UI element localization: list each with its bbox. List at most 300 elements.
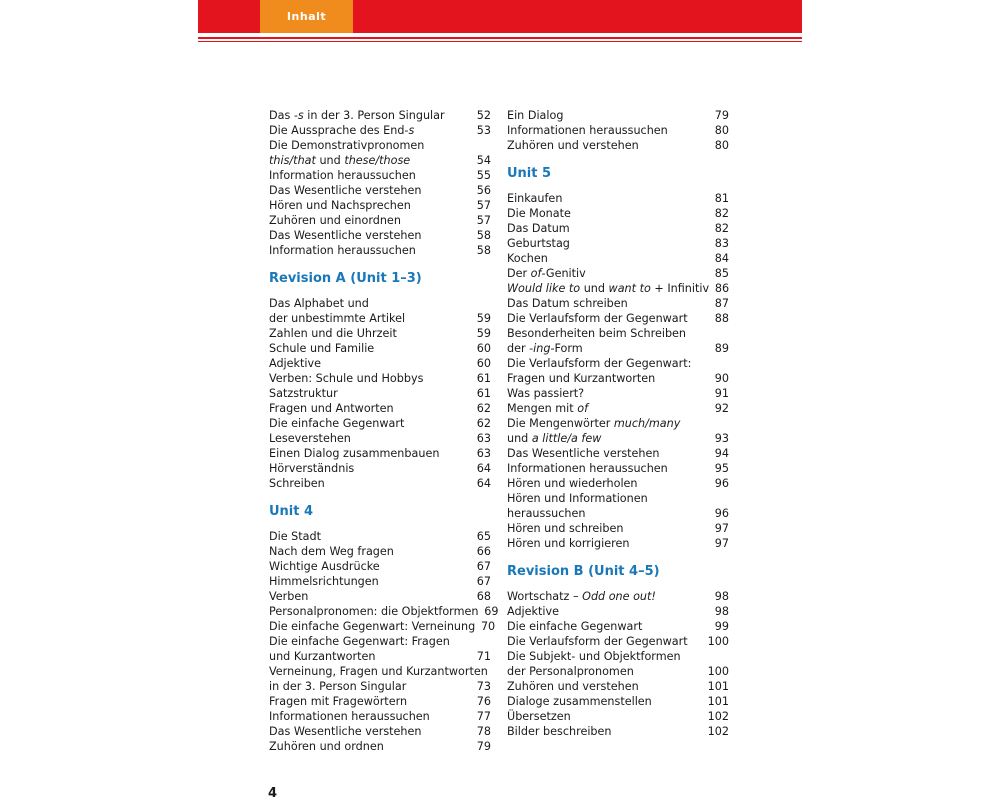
toc-entry-text-part: Die Verlaufsform der Gegenwart: [507, 357, 692, 370]
toc-entry-title [507, 138, 639, 153]
toc-entry-page: 84 [714, 252, 729, 265]
toc-entry [269, 709, 491, 724]
toc-entry-title [269, 108, 445, 123]
toc-entry-text-part: -ing [529, 342, 551, 355]
toc-entry [269, 356, 491, 371]
toc-entry-text-part: Odd one out! [582, 590, 656, 603]
toc-entry [269, 664, 491, 679]
toc-entry [507, 476, 729, 491]
section-tab-label: Inhalt [286, 10, 327, 23]
toc-entry-text-part: Hören und Nachsprechen [269, 199, 411, 212]
toc-entry-text-part: Das Wesentliche verstehen [269, 184, 422, 197]
toc-entry-text-part: -Form [550, 342, 583, 355]
toc-entry-title [269, 589, 308, 604]
toc-entry [269, 724, 491, 739]
toc-entry [269, 446, 491, 461]
toc-entry-text-part: Die Monate [507, 207, 571, 220]
toc-section-heading: Revision A (Unit 1–3) [269, 271, 422, 286]
toc-entry [507, 589, 729, 604]
toc-entry [269, 694, 491, 709]
toc-entry-page: 79 [476, 740, 491, 753]
toc-entry-page: 100 [707, 665, 729, 678]
toc-entry [507, 266, 729, 281]
toc-entry [507, 206, 729, 221]
toc-entry-text-part: Das [269, 109, 294, 122]
toc-entry [507, 619, 729, 634]
toc-entry-title [269, 153, 410, 168]
toc-entry [269, 739, 491, 754]
toc-entry-text-part: Fragen und Antworten [269, 402, 394, 415]
toc-entry-title [507, 311, 688, 326]
toc-entry [269, 183, 491, 198]
toc-entry-text-part: Kochen [507, 252, 548, 265]
toc-entry-title [269, 183, 422, 198]
toc-entry-title [269, 431, 351, 446]
toc-entry-title [269, 213, 401, 228]
toc-entry-title [507, 604, 559, 619]
toc-entry-text-part: der Personalpronomen [507, 665, 634, 678]
toc-entry-text-part: + Infinitiv [650, 282, 710, 295]
toc-entry-page: 101 [707, 695, 729, 708]
toc-entry-text-part: Die Stadt [269, 530, 321, 543]
page-gutter [0, 0, 198, 800]
toc-entry-text-part: this/that [269, 154, 316, 167]
toc-entry-page: 102 [707, 725, 729, 738]
toc-entry-text-part: Verneinung, Fragen und Kurzantworten [269, 665, 488, 678]
toc-entry-title [507, 589, 656, 604]
toc-entry [507, 709, 729, 724]
toc-entry-page: 90 [714, 372, 729, 385]
toc-entry-title [507, 446, 660, 461]
toc-entry [269, 649, 491, 664]
toc-entry-text-part: Adjektive [269, 357, 322, 370]
toc-entry-title [507, 236, 570, 251]
toc-entry-title [269, 574, 379, 589]
toc-entry-title [507, 341, 583, 356]
toc-entry-page: 60 [476, 357, 491, 370]
toc-entry-text-part: Die Verlaufsform der Gegenwart [507, 635, 688, 648]
toc-entry-title [269, 416, 404, 431]
toc-entry-text-part: Zuhören und ordnen [269, 740, 384, 753]
toc-entry [507, 371, 729, 386]
toc-entry-title [507, 694, 652, 709]
toc-entry-page: 77 [476, 710, 491, 723]
toc-entry-page: 54 [476, 154, 491, 167]
toc-entry-text-part: Dialoge zusammenstellen [507, 695, 652, 708]
toc-entry [269, 679, 491, 694]
toc-entry-text-part: Leseverstehen [269, 432, 351, 445]
toc-entry-text-part: Die Subjekt- und Objektformen [507, 650, 681, 663]
toc-entry-page: 58 [476, 244, 491, 257]
toc-entry-page: 62 [476, 402, 491, 415]
toc-entry-text-part: a little/a few [531, 432, 602, 445]
toc-column-right [507, 108, 729, 739]
toc-entry [269, 341, 491, 356]
toc-entry-text-part: Fragen mit Fragewörtern [269, 695, 408, 708]
toc-entry-text-part: Besonderheiten beim Schreiben [507, 327, 687, 340]
toc-entry-page: 80 [714, 124, 729, 137]
toc-entry-page: 80 [714, 139, 729, 152]
toc-entry-page: 70 [480, 620, 496, 633]
toc-entry [507, 649, 729, 664]
toc-entry-page: 95 [714, 462, 729, 475]
toc-entry-title [507, 506, 585, 521]
toc-entry-page: 71 [476, 650, 491, 663]
toc-entry [507, 386, 729, 401]
toc-entry-page: 56 [476, 184, 491, 197]
toc-entry [507, 431, 729, 446]
toc-entry-title [507, 386, 584, 401]
header-rule-thin [198, 41, 802, 42]
toc-entry-text-part: und [580, 282, 609, 295]
toc-entry-text-part: Zuhören und einordnen [269, 214, 401, 227]
toc-entry-page: 98 [714, 590, 729, 603]
toc-entry-page: 85 [714, 267, 729, 280]
toc-entry-page: 79 [714, 109, 729, 122]
toc-entry-title [269, 709, 430, 724]
toc-entry-text-part: -Genitiv [541, 267, 586, 280]
toc-entry-text-part: Information heraussuchen [269, 244, 416, 257]
toc-entry-text-part: Die Demonstrativpronomen [269, 139, 425, 152]
toc-entry [507, 341, 729, 356]
toc-entry-text-part: Die Aussprache des End- [269, 124, 409, 137]
toc-entry-page: 68 [476, 590, 491, 603]
toc-entry-title [507, 401, 588, 416]
toc-entry-text-part: of [530, 267, 542, 280]
toc-entry-page: 91 [714, 387, 729, 400]
toc-entry-page: 66 [476, 545, 491, 558]
toc-entry-title [507, 664, 634, 679]
toc-entry [507, 416, 729, 431]
toc-entry [507, 634, 729, 649]
toc-entry-title [269, 168, 416, 183]
toc-entry-title [269, 649, 375, 664]
toc-entry-text-part: Wortschatz – [507, 590, 583, 603]
toc-entry-page: 83 [714, 237, 729, 250]
toc-entry [269, 326, 491, 341]
toc-entry-page: 99 [714, 620, 729, 633]
toc-entry-text-part: Einkaufen [507, 192, 563, 205]
toc-entry-page: 86 [714, 282, 730, 295]
section-tab [260, 0, 353, 33]
toc-entry-title [269, 356, 321, 371]
toc-entry-text-part: Die Verlaufsform der Gegenwart [507, 312, 688, 325]
page-number: 4 [268, 786, 278, 801]
toc-entry-title [507, 266, 586, 281]
toc-entry [269, 198, 491, 213]
toc-entry [269, 589, 491, 604]
toc-entry-text-part: Mengen mit [507, 402, 578, 415]
toc-entry-page: 61 [476, 387, 491, 400]
toc-entry-title [507, 191, 562, 206]
toc-entry-page: 67 [476, 575, 491, 588]
toc-entry-title [507, 416, 680, 431]
toc-entry-text-part: Das Datum schreiben [507, 297, 628, 310]
toc-entry-text-part: Was passiert? [507, 387, 585, 400]
toc-entry-title [269, 401, 394, 416]
toc-entry [507, 401, 729, 416]
toc-entry-title [507, 123, 668, 138]
toc-entry-page: 63 [476, 432, 491, 445]
toc-entry [507, 724, 729, 739]
toc-entry-page: 94 [714, 447, 729, 460]
toc-entry [507, 679, 729, 694]
toc-entry-text-part: Die einfache Gegenwart [507, 620, 643, 633]
toc-entry-text-part: Informationen heraussuchen [507, 462, 668, 475]
toc-entry-title [507, 536, 629, 551]
toc-entry-title [507, 281, 709, 296]
toc-entry [269, 634, 491, 649]
toc-entry-title [507, 371, 655, 386]
toc-entry-text-part: Übersetzen [507, 710, 571, 723]
toc-entry-text-part: Das Wesentliche verstehen [269, 229, 422, 242]
toc-entry [269, 476, 491, 491]
toc-entry-text-part: Hören und schreiben [507, 522, 624, 535]
toc-entry-page: 61 [476, 372, 491, 385]
toc-entry-title [269, 544, 394, 559]
toc-entry [269, 619, 496, 634]
toc-entry-page: 76 [476, 695, 491, 708]
toc-entry-title [269, 694, 407, 709]
toc-entry-text-part: Would like to [507, 282, 581, 295]
toc-entry-text-part: Personalpronomen: die Objektformen [269, 605, 479, 618]
toc-entry-text-part: Himmelsrichtungen [269, 575, 379, 588]
toc-entry [269, 138, 491, 153]
toc-entry-text-part: Die Mengenwörter [507, 417, 614, 430]
toc-entry-title [507, 649, 681, 664]
toc-entry-page: 87 [714, 297, 729, 310]
toc-entry-text-part: much/many [613, 417, 681, 430]
toc-entry-page: 92 [714, 402, 729, 415]
toc-entry-title [269, 604, 478, 619]
toc-entry [269, 386, 491, 401]
toc-entry-page: 102 [707, 710, 729, 723]
toc-entry-text-part: Das Alphabet und [269, 297, 369, 310]
toc-entry-text-part: Zuhören und verstehen [507, 680, 639, 693]
toc-section-heading: Revision B (Unit 4–5) [507, 564, 660, 579]
toc-entry-text-part: Das Wesentliche verstehen [507, 447, 660, 460]
toc-entry-text-part: Das Datum [507, 222, 570, 235]
toc-entry-title [507, 431, 601, 446]
toc-entry-title [507, 709, 571, 724]
toc-entry-title [269, 386, 338, 401]
toc-entry-text-part: Hören und korrigieren [507, 537, 630, 550]
toc-entry-text-part: Informationen heraussuchen [507, 124, 668, 137]
toc-entry-page: 98 [714, 605, 729, 618]
toc-entry [269, 311, 491, 326]
toc-entry-page: 89 [714, 342, 729, 355]
toc-entry-text-part: der unbestimmte Artikel [269, 312, 406, 325]
toc-entry-page: 55 [476, 169, 491, 182]
toc-entry [507, 108, 729, 123]
toc-entry [269, 529, 491, 544]
toc-entry-title [269, 371, 423, 386]
toc-entry-title [507, 679, 639, 694]
toc-entry-text-part: Geburtstag [507, 237, 570, 250]
toc-entry [507, 251, 729, 266]
toc-entry-page: 62 [476, 417, 491, 430]
toc-entry [507, 311, 729, 326]
toc-column-left [269, 108, 499, 754]
toc-entry-title [507, 724, 612, 739]
toc-entry-page: 57 [476, 199, 491, 212]
toc-entry-title [507, 491, 648, 506]
toc-entry-text-part: s [408, 124, 415, 137]
toc-entry-page: 97 [714, 537, 729, 550]
toc-entry [269, 123, 491, 138]
toc-entry-page: 60 [476, 342, 491, 355]
toc-entry-text-part: Hörverständnis [269, 462, 355, 475]
toc-entry-text-part: und [507, 432, 532, 445]
toc-entry-text-part: Informationen heraussuchen [269, 710, 430, 723]
toc-entry [507, 536, 729, 551]
toc-entry-text-part: in der 3. Person Singular [303, 109, 445, 122]
toc-entry-page: 67 [476, 560, 491, 573]
toc-entry-title [269, 123, 414, 138]
toc-entry [269, 401, 491, 416]
toc-entry-page: 57 [476, 214, 491, 227]
toc-entry-title [269, 664, 488, 679]
toc-entry-title [269, 326, 397, 341]
toc-entry-title [269, 529, 321, 544]
toc-entry [269, 228, 491, 243]
toc-entry [269, 108, 491, 123]
toc-entry-text-part: Hören und Informationen [507, 492, 648, 505]
toc-entry [507, 461, 729, 476]
toc-entry [269, 153, 491, 168]
toc-entry [269, 559, 491, 574]
toc-section-heading: Unit 4 [269, 504, 314, 519]
toc-entry [269, 544, 491, 559]
toc-entry-text-part: Einen Dialog zusammenbauen [269, 447, 440, 460]
toc-entry [269, 296, 491, 311]
toc-entry-text-part: want to [608, 282, 651, 295]
toc-entry [507, 604, 729, 619]
header-rule [198, 37, 802, 39]
toc-entry [507, 191, 729, 206]
toc-entry-text-part: Zahlen und die Uhrzeit [269, 327, 397, 340]
toc-entry-page: 53 [476, 124, 491, 137]
toc-entry-page: 81 [714, 192, 729, 205]
toc-entry-page: 78 [476, 725, 491, 738]
toc-entry-page: 82 [714, 222, 729, 235]
toc-entry-text-part: Information heraussuchen [269, 169, 416, 182]
toc-entry-title [269, 739, 384, 754]
toc-entry [507, 326, 729, 341]
toc-entry [507, 356, 729, 371]
toc-entry [507, 664, 729, 679]
toc-entry-text-part: Schreiben [269, 477, 325, 490]
toc-entry-page: 65 [476, 530, 491, 543]
toc-entry [269, 168, 491, 183]
toc-section-heading: Unit 5 [507, 166, 552, 181]
toc-entry-title [507, 521, 623, 536]
toc-entry-page: 73 [476, 680, 491, 693]
toc-entry-page: 58 [476, 229, 491, 242]
toc-entry-text-part: heraussuchen [507, 507, 586, 520]
toc-entry-title [507, 206, 571, 221]
toc-entry-text-part: -s [293, 109, 304, 122]
toc-entry [269, 213, 491, 228]
toc-entry-title [507, 221, 570, 236]
toc-entry [507, 694, 729, 709]
toc-entry-text-part: Verben [269, 590, 309, 603]
toc-entry [269, 574, 491, 589]
toc-entry-title [507, 108, 563, 123]
toc-entry-page: 52 [476, 109, 491, 122]
toc-entry-page: 101 [707, 680, 729, 693]
toc-entry-title [269, 198, 411, 213]
toc-entry-title [269, 634, 450, 649]
toc-entry [507, 123, 729, 138]
toc-entry-title [269, 341, 374, 356]
toc-entry-text-part: Zuhören und verstehen [507, 139, 639, 152]
toc-entry-text-part: Das Wesentliche verstehen [269, 725, 422, 738]
toc-entry-text-part: Verben: Schule und Hobbys [269, 372, 424, 385]
toc-entry-page: 96 [714, 477, 729, 490]
toc-entry-title [269, 724, 422, 739]
toc-entry-title [507, 251, 548, 266]
toc-entry-page: 93 [714, 432, 729, 445]
toc-entry-page: 63 [476, 447, 491, 460]
toc-entry-title [507, 356, 691, 371]
toc-entry-page: 100 [707, 635, 729, 648]
toc-entry [269, 371, 491, 386]
toc-entry [507, 281, 729, 296]
toc-entry-text-part: Nach dem Weg fragen [269, 545, 394, 558]
toc-entry-text-part: Der [507, 267, 531, 280]
toc-entry-text-part: Fragen und Kurzantworten [507, 372, 656, 385]
toc-entry-title [507, 461, 668, 476]
toc-entry-page: 59 [476, 327, 491, 340]
toc-entry [269, 431, 491, 446]
toc-entry-text-part: und [315, 154, 345, 167]
toc-entry-title [269, 296, 369, 311]
toc-entry [507, 221, 729, 236]
toc-entry-title [507, 634, 688, 649]
toc-entry [507, 296, 729, 311]
toc-entry-title [507, 619, 642, 634]
toc-entry [269, 416, 491, 431]
toc-entry [507, 446, 729, 461]
toc-entry-text-part: these/those [344, 154, 411, 167]
toc-entry-text-part: Adjektive [507, 605, 560, 618]
toc-entry-page: 82 [714, 207, 729, 220]
toc-entry-title [269, 679, 406, 694]
toc-entry-title [269, 138, 424, 153]
toc-entry [269, 243, 491, 258]
toc-entry-text-part: Die einfache Gegenwart: Verneinung [269, 620, 476, 633]
toc-entry-text-part: in der 3. Person Singular [269, 680, 407, 693]
toc-entry-page: 97 [714, 522, 729, 535]
toc-entry-text-part: Satzstruktur [269, 387, 338, 400]
toc-entry-text-part: Die einfache Gegenwart: Fragen [269, 635, 450, 648]
toc-entry-title [507, 476, 638, 491]
toc-entry-title [269, 559, 380, 574]
toc-entry-title [269, 446, 439, 461]
toc-entry-title [269, 243, 416, 258]
toc-entry-text-part: Schule und Familie [269, 342, 375, 355]
toc-entry-title [269, 311, 405, 326]
toc-entry [507, 491, 729, 506]
toc-entry-title [507, 326, 686, 341]
toc-entry [269, 604, 499, 619]
toc-entry-text-part: Bilder beschreiben [507, 725, 612, 738]
toc-entry-page: 88 [714, 312, 729, 325]
toc-entry-text-part: Wichtige Ausdrücke [269, 560, 380, 573]
toc-entry-text-part: Ein Dialog [507, 109, 564, 122]
toc-entry-text-part: Hören und wiederholen [507, 477, 638, 490]
